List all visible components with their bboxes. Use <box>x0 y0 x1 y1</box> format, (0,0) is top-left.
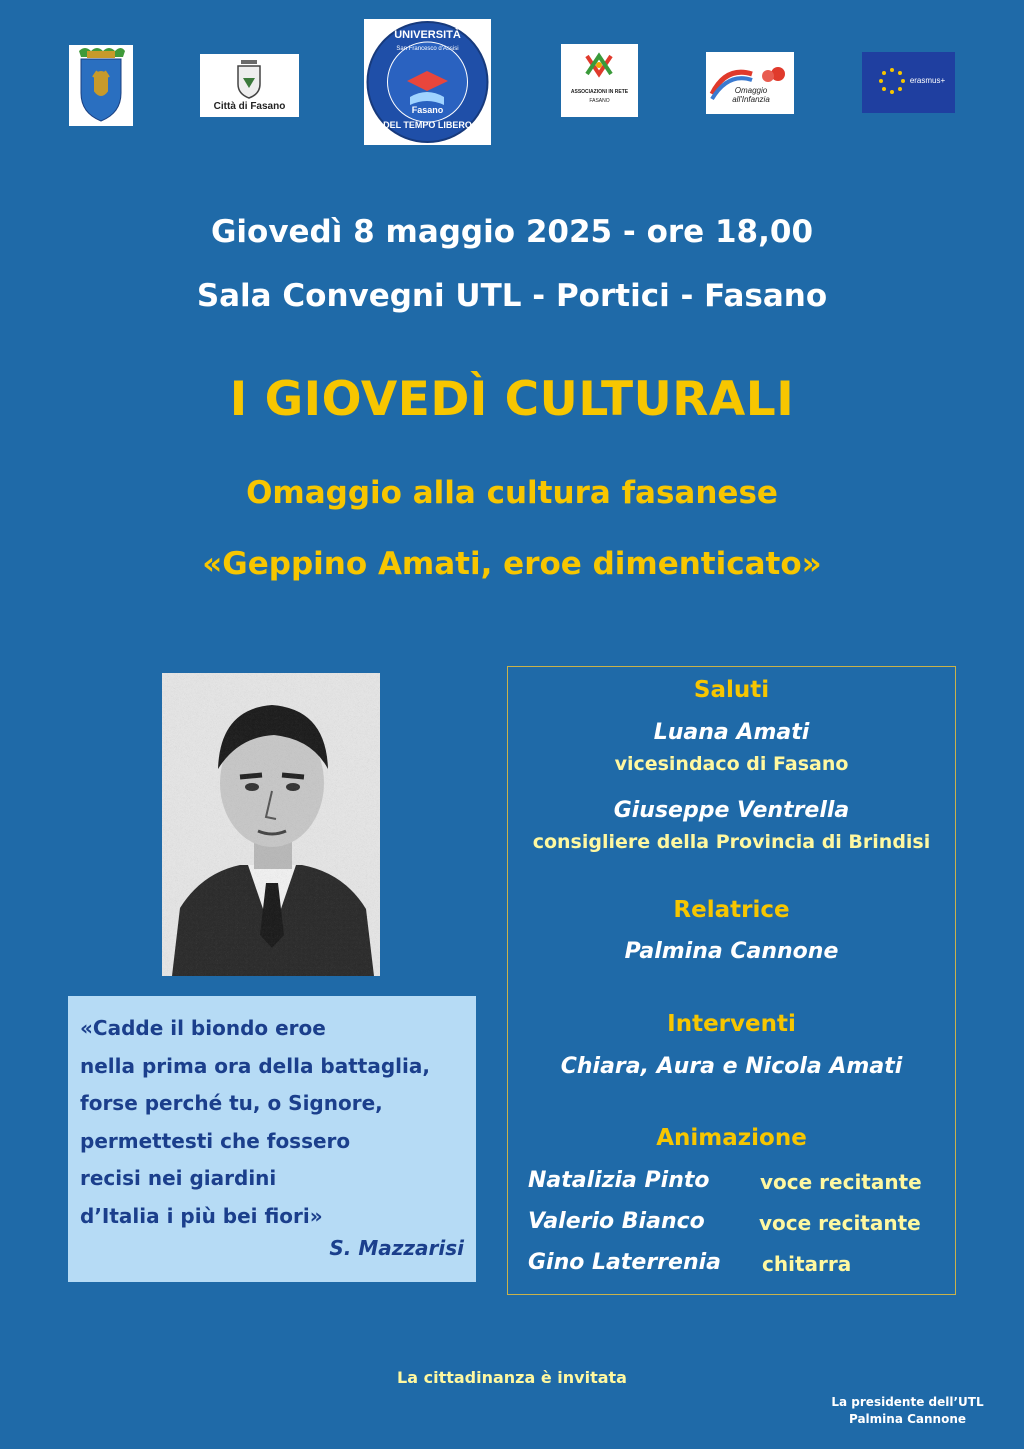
poem-quote-line: forse perché tu, o Signore, <box>80 1091 383 1115</box>
speaker-role: consigliere della Provincia di Brindisi <box>532 831 931 853</box>
section-title-animazione: Animazione <box>656 1125 807 1151</box>
universita-ring-text-top: UNIVERSITÀ <box>394 29 461 41</box>
erasmus-plus-logo <box>862 52 955 113</box>
universita-tempo-libero-logo <box>364 19 491 145</box>
event-venue: Sala Convegni UTL - Portici - Fasano <box>196 278 828 314</box>
poem-quote-line: permettesti che fossero <box>80 1128 351 1153</box>
poem-quote-text <box>80 1010 430 1235</box>
section-title-interventi: Interventi <box>667 1011 796 1037</box>
performer-name: Natalizia Pinto <box>528 1168 710 1193</box>
signature-block <box>820 1394 995 1428</box>
associazioni-in-rete-logo <box>561 44 638 117</box>
event-subtitle: Omaggio alla cultura fasanese <box>246 475 778 511</box>
signature-name: Palmina Cannone <box>848 1412 967 1426</box>
poem-quote-line: nella prima ora della battaglia, <box>80 1053 430 1078</box>
poem-quote-line: d’Italia i più bei fiori» <box>80 1203 323 1228</box>
program-box <box>507 666 956 1295</box>
citta-di-fasano-text: Città di Fasano <box>213 101 286 112</box>
section-title-saluti: Saluti <box>693 677 770 703</box>
speaker-name: Giuseppe Ventrella <box>613 798 850 823</box>
erasmus-plus-text: erasmus+ <box>909 76 946 85</box>
speaker-name: Luana Amati <box>653 720 810 745</box>
universita-mid-text: Fasano <box>411 105 444 115</box>
signature-title: La presidente dell’UTL <box>831 1395 984 1409</box>
poem-quote-line: «Cadde il biondo eroe <box>80 1016 326 1040</box>
relatrice-name: Palmina Cannone <box>624 939 839 964</box>
provincia-coat-of-arms-logo <box>69 45 133 126</box>
omaggio-infanzia-text: Omaggio all'Infanzia <box>732 86 770 104</box>
geppino-amati-portrait <box>162 673 380 976</box>
poem-quote-box <box>68 996 476 1282</box>
omaggio-infanzia-logo <box>706 52 794 114</box>
associazioni-in-rete-text: ASSOCIAZIONI IN RETE <box>570 89 629 95</box>
section-title-relatrice: Relatrice <box>673 897 790 923</box>
performer-role: voce recitante <box>759 1211 921 1235</box>
poem-author: S. Mazzarisi <box>329 1236 464 1260</box>
poem-quote-line: recisi nei giardini <box>80 1166 277 1190</box>
speaker-role: vicesindaco di Fasano <box>614 753 849 775</box>
interventi-names: Chiara, Aura e Nicola Amati <box>560 1054 903 1079</box>
citta-di-fasano-logo <box>200 54 299 117</box>
associazioni-city-text: FASANO <box>589 98 610 104</box>
performer-name: Valerio Bianco <box>528 1209 705 1234</box>
talk-title: «Geppino Amati, eroe dimenticato» <box>202 546 822 582</box>
performer-role: voce recitante <box>760 1170 922 1194</box>
universita-ring-text-bottom: DEL TEMPO LIBERO <box>383 120 472 130</box>
performer-name: Gino Laterrenia <box>528 1250 722 1275</box>
universita-ring-text-sub: San Francesco d'Assisi <box>396 46 459 52</box>
invitation-note: La cittadinanza è invitata <box>397 1368 627 1387</box>
event-date-time: Giovedì 8 maggio 2025 - ore 18,00 <box>210 214 814 250</box>
series-title: I GIOVEDÌ CULTURALI <box>229 372 795 427</box>
performer-role: chitarra <box>762 1252 852 1276</box>
